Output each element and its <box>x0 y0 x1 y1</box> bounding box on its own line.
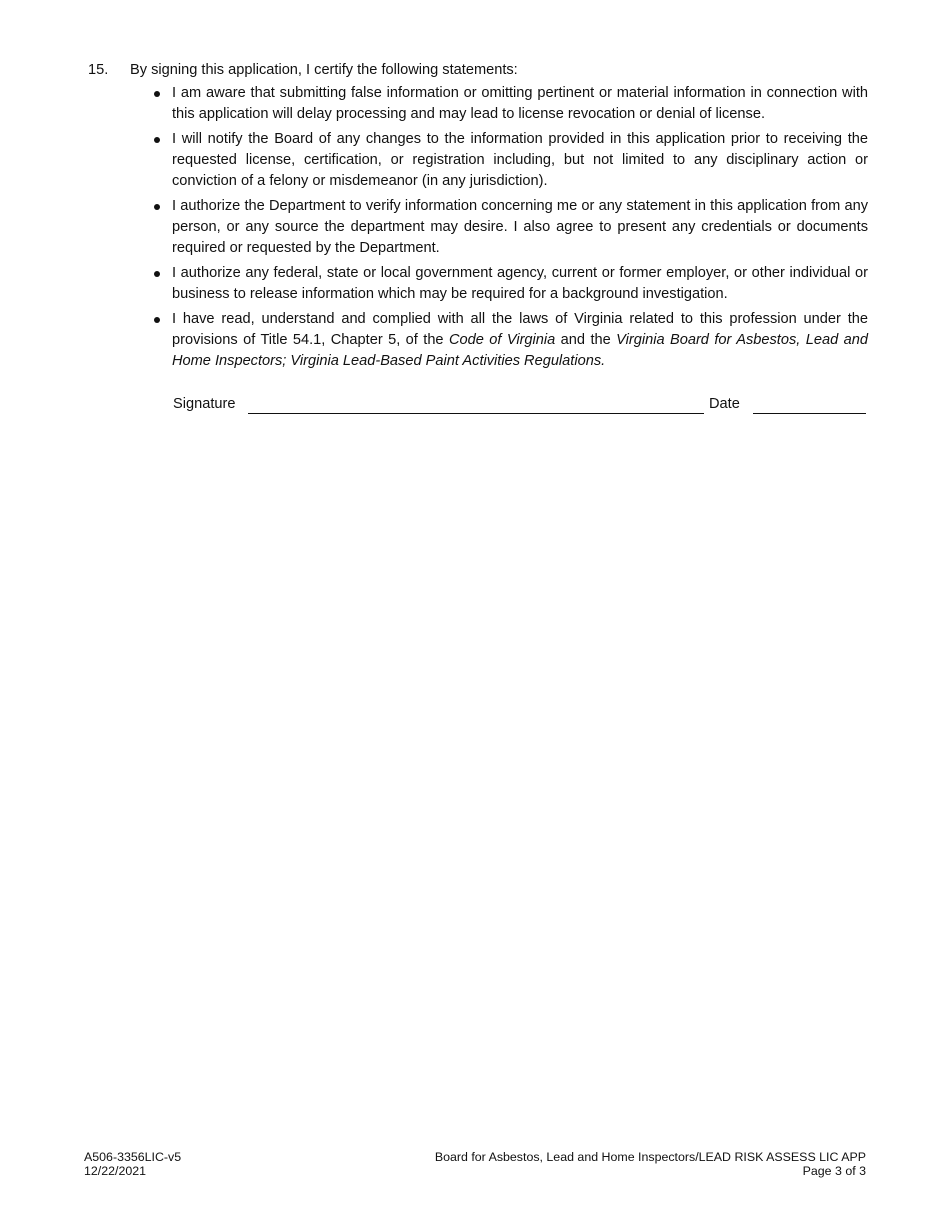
regulations-title: Virginia Board for Asbestos, Lead and Home Inspectors; Virginia Lead-Based Paint Activities Regulations. <box>172 332 868 369</box>
footer-right <box>435 1150 866 1178</box>
certification-statement <box>172 196 868 259</box>
signature-label: Signature <box>173 396 236 412</box>
board-title: Board for Asbestos, Lead and Home Inspectors/LEAD RISK ASSESS LIC APP <box>434 1150 866 1164</box>
item-intro: By signing this application, I certify the following statements: <box>130 62 518 78</box>
statement-text <box>172 309 868 372</box>
certification-list <box>172 83 868 376</box>
bullet-icon <box>154 271 160 277</box>
bullet-icon <box>154 91 160 97</box>
statement-text: I authorize the Department to verify information concerning me or any statement in this application from any person, or any source the department may desire. I also agree to present any credentials or documents required or requested by the Department. <box>172 198 868 256</box>
statement-text: I authorize any federal, state or local government agency, current or former employer, or other individual or business to release information which may be required for a background investigation. <box>172 265 868 302</box>
form-number: A506-3356LIC-v5 <box>84 1150 182 1164</box>
item-number: 15. <box>88 62 109 78</box>
certification-statement <box>172 263 868 305</box>
statement-text: I am aware that submitting false information or omitting pertinent or material information in connection with this application will delay processing and may lead to license revocation or denial of license. <box>172 85 868 122</box>
date-label: Date <box>709 396 740 412</box>
certification-statement <box>172 83 868 125</box>
bullet-icon <box>154 137 160 143</box>
signature-field[interactable] <box>248 413 704 414</box>
date-field[interactable] <box>753 413 866 414</box>
statement-text-part: I have read, understand and complied with all the laws of Virginia related to this profession under the provisions of Title 54.1, Chapter 5, of the <box>172 311 868 348</box>
statement-text: I will notify the Board of any changes to the information provided in this application prior to receiving the requested license, certification, or registration including, but not limited to any disciplinary action or conviction of a felony or misdemeanor (in any jurisdiction). <box>172 131 868 189</box>
bullet-icon <box>154 204 160 210</box>
certification-statement <box>172 129 868 192</box>
footer-left <box>84 1150 181 1178</box>
code-of-virginia-title: Code of Virginia <box>448 332 556 348</box>
form-date: 12/22/2021 <box>84 1164 147 1178</box>
statement-text-part: and the <box>555 332 617 348</box>
certification-statement <box>172 309 868 372</box>
bullet-icon <box>154 317 160 323</box>
signature-row <box>173 393 866 417</box>
page-number: Page 3 of 3 <box>802 1164 866 1178</box>
